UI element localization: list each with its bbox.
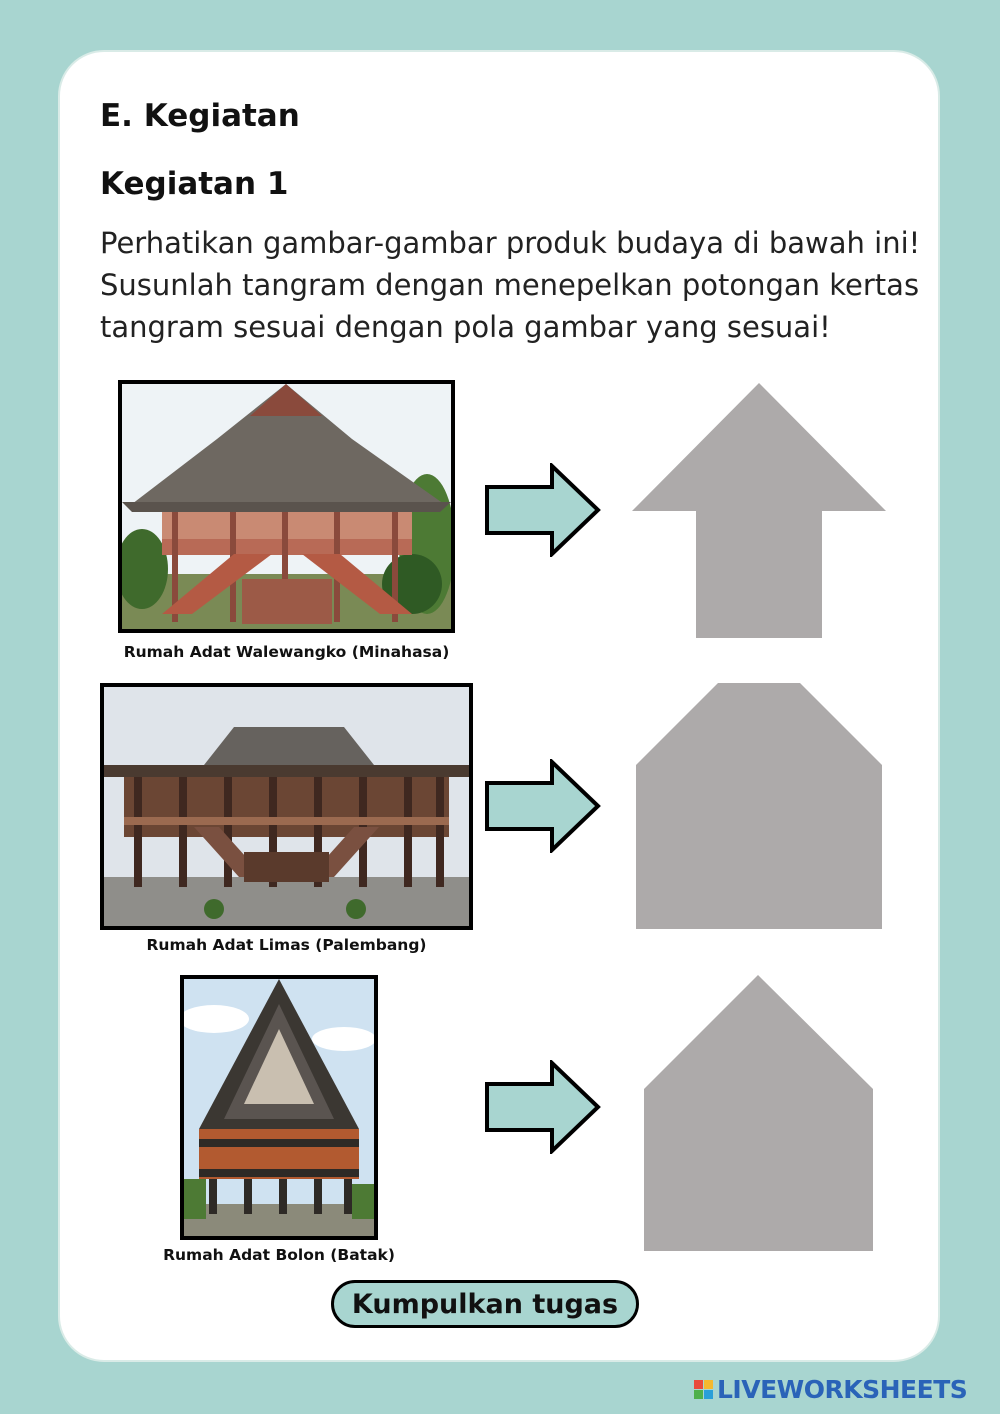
instruction-line: Perhatikan gambar-gambar produk budaya di bawah ini! [100,226,921,260]
house-photo-limas [100,683,473,930]
brand-text: LIVEWORKSHEETS [717,1374,968,1404]
house-photo-walewangko [118,380,455,633]
house-photo-bolon [180,975,378,1240]
right-arrow-icon [484,759,602,853]
submit-button[interactable]: Kumpulkan tugas [331,1280,639,1328]
pentagon-house-silhouette[interactable] [636,683,882,929]
right-arrow-icon [484,1060,602,1154]
activity-title: Kegiatan 1 [100,166,289,202]
instructions [100,222,930,348]
liveworksheets-logo[interactable] [694,1374,967,1404]
house-caption: Rumah Adat Bolon (Batak) [163,1246,395,1264]
arrow-house-silhouette[interactable] [632,383,886,638]
instruction-line: Susunlah tangram dengan menepelkan potongan kertas [100,268,920,302]
house-caption: Rumah Adat Walewangko (Minahasa) [123,643,450,661]
pentagon-house-silhouette[interactable] [644,975,873,1251]
section-title: E. Kegiatan [100,98,300,134]
house-caption: Rumah Adat Limas (Palembang) [146,936,427,954]
right-arrow-icon [484,463,602,557]
logo-blocks-icon [694,1380,713,1399]
instruction-line: tangram sesuai dengan pola gambar yang sesuai! [100,310,831,344]
